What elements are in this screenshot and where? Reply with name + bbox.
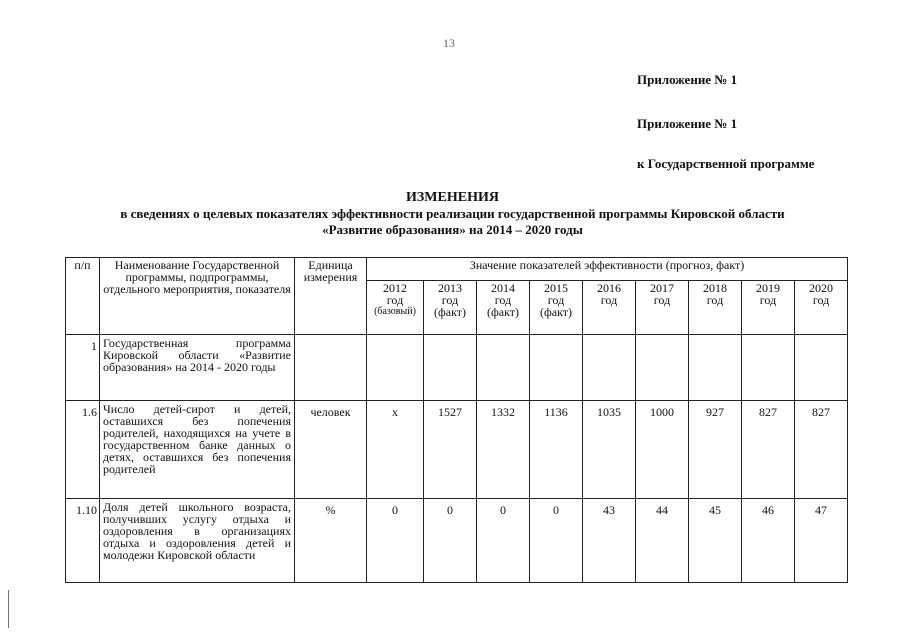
year-note: (факт) xyxy=(486,305,519,319)
row-name: Государственная программа Кировской области «Развитие образования» на 2014 - 2020 годы xyxy=(100,335,295,401)
header-year xyxy=(742,281,795,335)
row-value: 1136 xyxy=(530,401,583,499)
year-note: (факт) xyxy=(433,305,466,319)
year-word: год xyxy=(547,293,565,307)
table-row xyxy=(66,335,848,401)
header-name: Наименование Государственной программы, подпрограммы, отдельного мероприятия, показателя xyxy=(100,258,295,335)
row-value xyxy=(689,335,742,401)
row-value xyxy=(636,335,689,401)
header-year xyxy=(795,281,848,335)
row-number: 1.6 xyxy=(66,401,100,499)
header-year xyxy=(424,281,477,335)
header-year xyxy=(636,281,689,335)
row-value xyxy=(530,335,583,401)
row-name: Число детей-сирот и детей, оставшихся без попечения родителей, находящихся на учете в государственном банке данных о детях, оставшихся без попечения родителей xyxy=(100,401,295,499)
row-value: х xyxy=(367,401,424,499)
row-value: 827 xyxy=(795,401,848,499)
header-year xyxy=(530,281,583,335)
row-number: 1.10 xyxy=(66,499,100,583)
year-number: 2019 xyxy=(756,281,780,295)
appendix-label-2: Приложение № 1 xyxy=(637,116,738,131)
table-row xyxy=(66,499,848,583)
year-number: 2017 xyxy=(650,281,674,295)
year-note: (базовый) xyxy=(374,306,416,317)
year-number: 2014 xyxy=(491,281,515,295)
header-unit: Единица измерения xyxy=(295,258,367,335)
year-word: год xyxy=(600,293,618,307)
row-value: 0 xyxy=(530,499,583,583)
row-value: 1527 xyxy=(424,401,477,499)
row-value: 45 xyxy=(689,499,742,583)
header-year xyxy=(477,281,530,335)
header-values-group: Значение показателей эффективности (прогноз, факт) xyxy=(367,258,848,281)
row-value: 46 xyxy=(742,499,795,583)
year-word: год xyxy=(653,293,671,307)
row-value: 827 xyxy=(742,401,795,499)
header-number: п/п xyxy=(66,258,100,335)
row-value xyxy=(795,335,848,401)
year-word: год xyxy=(812,293,830,307)
header-year xyxy=(367,281,424,335)
indicators-table xyxy=(65,257,848,583)
year-word: год xyxy=(759,293,777,307)
year-word: год xyxy=(494,293,512,307)
row-value: 927 xyxy=(689,401,742,499)
year-word: год xyxy=(441,293,459,307)
row-value xyxy=(477,335,530,401)
year-note: (факт) xyxy=(539,305,572,319)
row-value xyxy=(583,335,636,401)
title-subline-1: в сведениях о целевых показателях эффективности реализации государственной программы Кировской области xyxy=(120,206,785,221)
table-row xyxy=(66,401,848,499)
row-value: 0 xyxy=(424,499,477,583)
title-subline-2: «Развитие образования» на 2014 – 2020 годы xyxy=(322,222,583,237)
header-year xyxy=(689,281,742,335)
year-number: 2018 xyxy=(703,281,727,295)
appendix-label-1: Приложение № 1 xyxy=(637,72,738,87)
year-number: 2012 xyxy=(383,281,407,295)
row-value xyxy=(367,335,424,401)
row-unit xyxy=(295,335,367,401)
row-value: 1000 xyxy=(636,401,689,499)
row-unit: % xyxy=(295,499,367,583)
year-word: год xyxy=(706,293,724,307)
row-value: 0 xyxy=(367,499,424,583)
row-value: 44 xyxy=(636,499,689,583)
row-name: Доля детей школьного возраста, получивших услугу отдыха и оздоровления в организациях отдыха и оздоровления детей и молодежи Кировской области xyxy=(100,499,295,583)
row-unit: человек xyxy=(295,401,367,499)
appendix-label-3: к Государственной программе xyxy=(637,156,815,171)
year-number: 2013 xyxy=(438,281,462,295)
year-number: 2016 xyxy=(597,281,621,295)
year-word: год xyxy=(386,293,404,307)
row-value: 1332 xyxy=(477,401,530,499)
page-number: 13 xyxy=(443,36,455,50)
scan-edge-line xyxy=(8,590,9,628)
row-value: 1035 xyxy=(583,401,636,499)
row-value: 47 xyxy=(795,499,848,583)
row-value xyxy=(742,335,795,401)
row-value: 0 xyxy=(477,499,530,583)
year-number: 2020 xyxy=(809,281,834,295)
row-value: 43 xyxy=(583,499,636,583)
document-title xyxy=(0,190,905,238)
row-number: 1 xyxy=(66,335,100,401)
row-value xyxy=(424,335,477,401)
year-number: 2015 xyxy=(544,281,568,295)
title-heading: ИЗМЕНЕНИЯ xyxy=(406,190,499,205)
header-year xyxy=(583,281,636,335)
